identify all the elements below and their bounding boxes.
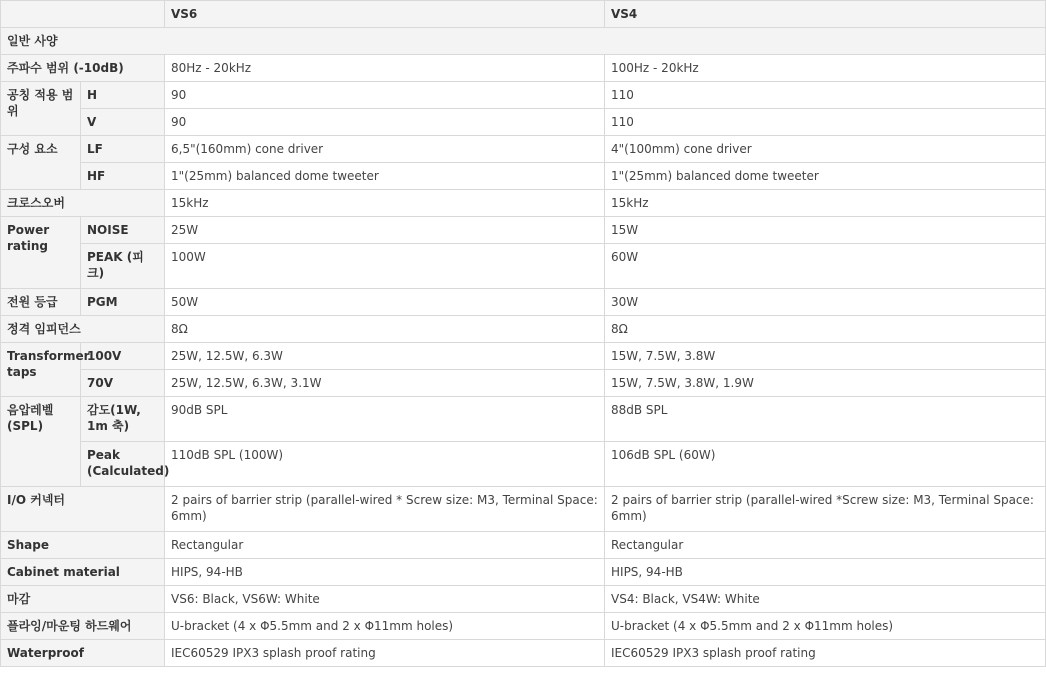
vs4-mounting: U-bracket (4 x Φ5.5mm and 2 x Φ11mm holes) [605,613,1046,640]
label-components: 구성 요소 [1,136,81,190]
label-crossover: 크로스오버 [1,190,165,217]
section-general-row [1,28,1046,55]
vs6-components-lf: 6,5"(160mm) cone driver [165,136,605,163]
row-components-hf [1,163,1046,190]
label-components-lf: LF [81,136,165,163]
vs6-coverage-v: 90 [165,109,605,136]
label-coverage-h: H [81,82,165,109]
row-mounting [1,613,1046,640]
vs4-frequency: 100Hz - 20kHz [605,55,1046,82]
row-taps-70v [1,370,1046,397]
vs4-psu: 30W [605,289,1046,316]
vs6-cabinet: HIPS, 94-HB [165,559,605,586]
label-power-noise: NOISE [81,217,165,244]
vs4-power-peak: 60W [605,244,1046,289]
label-spl-peak: Peak (Calculated) [81,442,165,487]
vs4-spl-sensitivity: 88dB SPL [605,397,1046,442]
vs4-impedance: 8Ω [605,316,1046,343]
row-coverage-h [1,82,1046,109]
vs6-mounting: U-bracket (4 x Φ5.5mm and 2 x Φ11mm holes) [165,613,605,640]
label-mounting: 플라잉/마운팅 하드웨어 [1,613,165,640]
header-corner [1,1,165,28]
row-spl-peak [1,442,1046,487]
row-frequency [1,55,1046,82]
label-finish: 마감 [1,586,165,613]
vs6-shape: Rectangular [165,532,605,559]
label-cabinet: Cabinet material [1,559,165,586]
vs6-waterproof: IEC60529 IPX3 splash proof rating [165,640,605,667]
row-shape [1,532,1046,559]
vs6-power-noise: 25W [165,217,605,244]
vs6-taps-70v: 25W, 12.5W, 6.3W, 3.1W [165,370,605,397]
label-waterproof: Waterproof [1,640,165,667]
label-components-hf: HF [81,163,165,190]
vs6-impedance: 8Ω [165,316,605,343]
vs4-finish: VS4: Black, VS4W: White [605,586,1046,613]
vs4-crossover: 15kHz [605,190,1046,217]
label-power: Power rating [1,217,81,289]
vs4-coverage-v: 110 [605,109,1046,136]
vs6-frequency: 80Hz - 20kHz [165,55,605,82]
row-taps-100v [1,343,1046,370]
vs6-psu: 50W [165,289,605,316]
vs4-taps-70v: 15W, 7.5W, 3.8W, 1.9W [605,370,1046,397]
vs4-components-hf: 1"(25mm) balanced dome tweeter [605,163,1046,190]
vs6-spl-peak: 110dB SPL (100W) [165,442,605,487]
header-vs4: VS4 [605,1,1046,28]
vs4-spl-peak: 106dB SPL (60W) [605,442,1046,487]
row-crossover [1,190,1046,217]
label-spl-sensitivity: 감도(1W, 1m 축) [81,397,165,442]
label-taps: Transformer taps [1,343,81,397]
row-waterproof [1,640,1046,667]
vs6-finish: VS6: Black, VS6W: White [165,586,605,613]
label-io: I/O 커넥터 [1,487,165,532]
vs4-components-lf: 4"(100mm) cone driver [605,136,1046,163]
vs6-taps-100v: 25W, 12.5W, 6.3W [165,343,605,370]
vs6-crossover: 15kHz [165,190,605,217]
row-impedance [1,316,1046,343]
label-psu: 전원 등급 [1,289,81,316]
row-spl-sensitivity [1,397,1046,442]
section-general-title: 일반 사양 [1,28,1046,55]
label-spl: 음압레벨 (SPL) [1,397,81,487]
vs6-spl-sensitivity: 90dB SPL [165,397,605,442]
vs6-coverage-h: 90 [165,82,605,109]
header-row [1,1,1046,28]
row-power-peak [1,244,1046,289]
vs4-taps-100v: 15W, 7.5W, 3.8W [605,343,1046,370]
label-coverage-v: V [81,109,165,136]
row-components-lf [1,136,1046,163]
label-frequency: 주파수 범위 (-10dB) [1,55,165,82]
label-taps-70v: 70V [81,370,165,397]
vs4-waterproof: IEC60529 IPX3 splash proof rating [605,640,1046,667]
label-taps-100v: 100V [81,343,165,370]
label-psu-pgm: PGM [81,289,165,316]
row-power-noise [1,217,1046,244]
vs4-power-noise: 15W [605,217,1046,244]
row-cabinet [1,559,1046,586]
vs4-coverage-h: 110 [605,82,1046,109]
vs4-shape: Rectangular [605,532,1046,559]
label-impedance: 정격 임피던스 [1,316,165,343]
row-coverage-v [1,109,1046,136]
vs6-components-hf: 1"(25mm) balanced dome tweeter [165,163,605,190]
vs6-power-peak: 100W [165,244,605,289]
row-io [1,487,1046,532]
vs4-cabinet: HIPS, 94-HB [605,559,1046,586]
row-psu [1,289,1046,316]
vs6-io: 2 pairs of barrier strip (parallel-wired * Screw size: M3, Terminal Space: 6mm) [165,487,605,532]
row-finish [1,586,1046,613]
vs4-io: 2 pairs of barrier strip (parallel-wired *Screw size: M3, Terminal Space: 6mm) [605,487,1046,532]
label-coverage: 공칭 적용 범위 [1,82,81,136]
label-power-peak: PEAK (피크) [81,244,165,289]
label-shape: Shape [1,532,165,559]
header-vs6: VS6 [165,1,605,28]
